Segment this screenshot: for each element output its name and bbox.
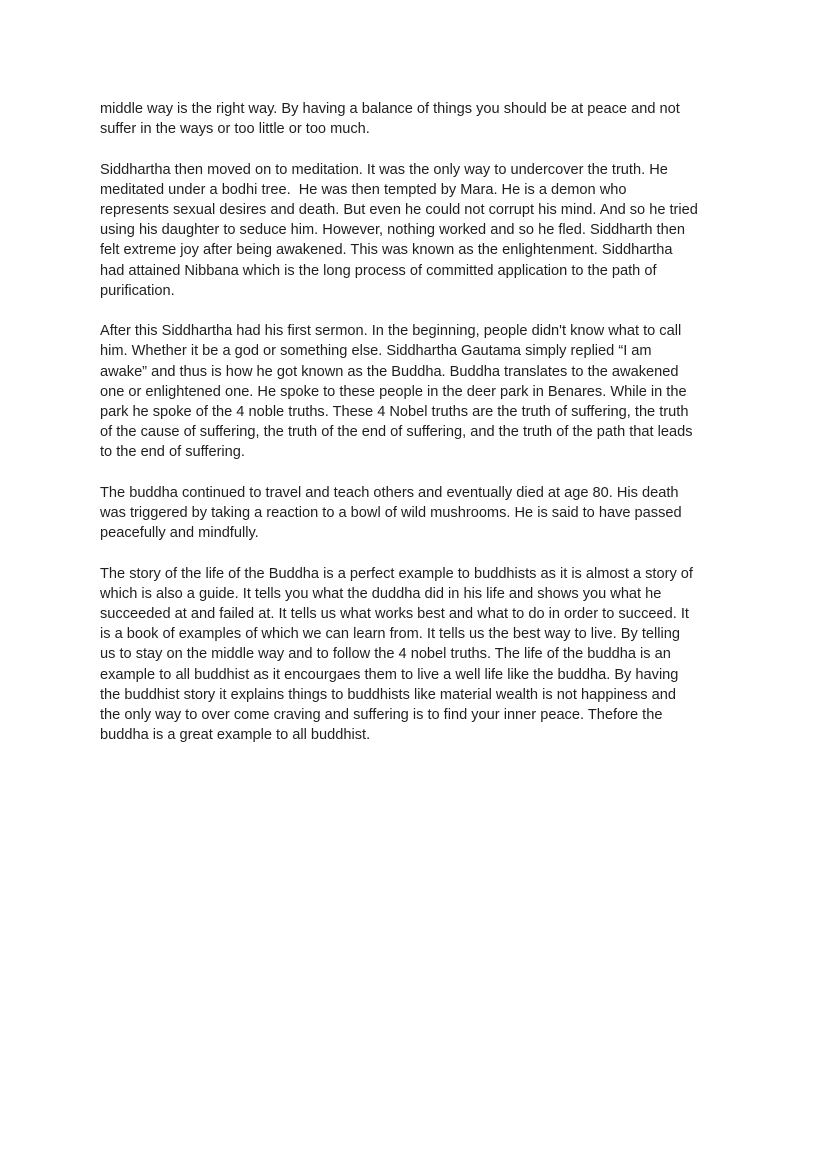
text-line: was triggered by taking a reaction to a bowl of wild mushrooms. He is said to have passed xyxy=(100,505,682,522)
text-line: the buddhist story it explains things to buddhists like material wealth is not happiness and xyxy=(100,686,676,703)
text-line: middle way is the right way. By having a balance of things you should be at peace and not xyxy=(100,101,680,117)
text-line: Siddhartha then moved on to meditation. It was the only way to undercover the truth. He xyxy=(100,161,668,178)
text-line: succeeded at and failed at. It tells us what works best and what to do in order to succeed. It xyxy=(100,606,689,623)
text-line: using his daughter to seduce him. However, nothing worked and so he fled. Siddharth then xyxy=(100,222,685,239)
paragraph-death xyxy=(100,483,735,544)
text-line: purification. xyxy=(100,282,175,299)
paragraph-first-sermon xyxy=(100,321,735,462)
text-line: represents sexual desires and death. But even he could not corrupt his mind. And so he tried xyxy=(100,202,698,218)
text-line: awake” and thus is how he got known as the Buddha. Buddha translates to the awakened xyxy=(100,363,679,380)
text-line: to the end of suffering. xyxy=(100,444,245,461)
paragraph-middle-way xyxy=(100,99,735,139)
text-line: of the cause of suffering, the truth of the end of suffering, and the truth of the path that leads xyxy=(100,424,693,441)
text-line: buddha is a great example to all buddhist. xyxy=(100,727,371,744)
text-line: example to all buddhist as it encourgaes them to live a well life like the buddha. By having xyxy=(100,666,679,683)
text-line: one or enlightened one. He spoke to these people in the deer park in Benares. While in the xyxy=(100,383,687,400)
document-body xyxy=(100,99,735,766)
text-line: After this Siddhartha had his first sermon. In the beginning, people didn't know what to call xyxy=(100,323,682,340)
text-line: had attained Nibbana which is the long process of committed application to the path of xyxy=(100,262,657,279)
text-line: which is also a guide. It tells you what the duddha did in his life and shows you what he xyxy=(100,585,662,602)
text-line: park he spoke of the 4 noble truths. These 4 Nobel truths are the truth of suffering, the truth xyxy=(100,404,689,421)
text-line: The buddha continued to travel and teach others and eventually died at age 80. His death xyxy=(100,484,679,501)
text-line: him. Whether it be a god or something else. Siddhartha Gautama simply replied “I am xyxy=(100,343,652,360)
text-line: meditated under a bodhi tree. He was then tempted by Mara. He is a demon who xyxy=(100,181,627,198)
text-line: is a book of examples of which we can learn from. It tells us the best way to live. By telling xyxy=(100,626,680,643)
paragraph-meditation xyxy=(100,160,735,301)
text-line: felt extreme joy after being awakened. This was known as the enlightenment. Siddhartha xyxy=(100,242,673,259)
text-line: peacefully and mindfully. xyxy=(100,525,259,542)
paragraph-conclusion xyxy=(100,564,735,746)
text-line: suffer in the ways or too little or too much. xyxy=(100,121,370,138)
text-line: The story of the life of the Buddha is a perfect example to buddhists as it is almost a story of xyxy=(100,565,693,582)
text-line: the only way to over come craving and suffering is to find your inner peace. Thefore the xyxy=(100,707,663,724)
text-line: us to stay on the middle way and to follow the 4 nobel truths. The life of the buddha is an xyxy=(100,646,671,663)
